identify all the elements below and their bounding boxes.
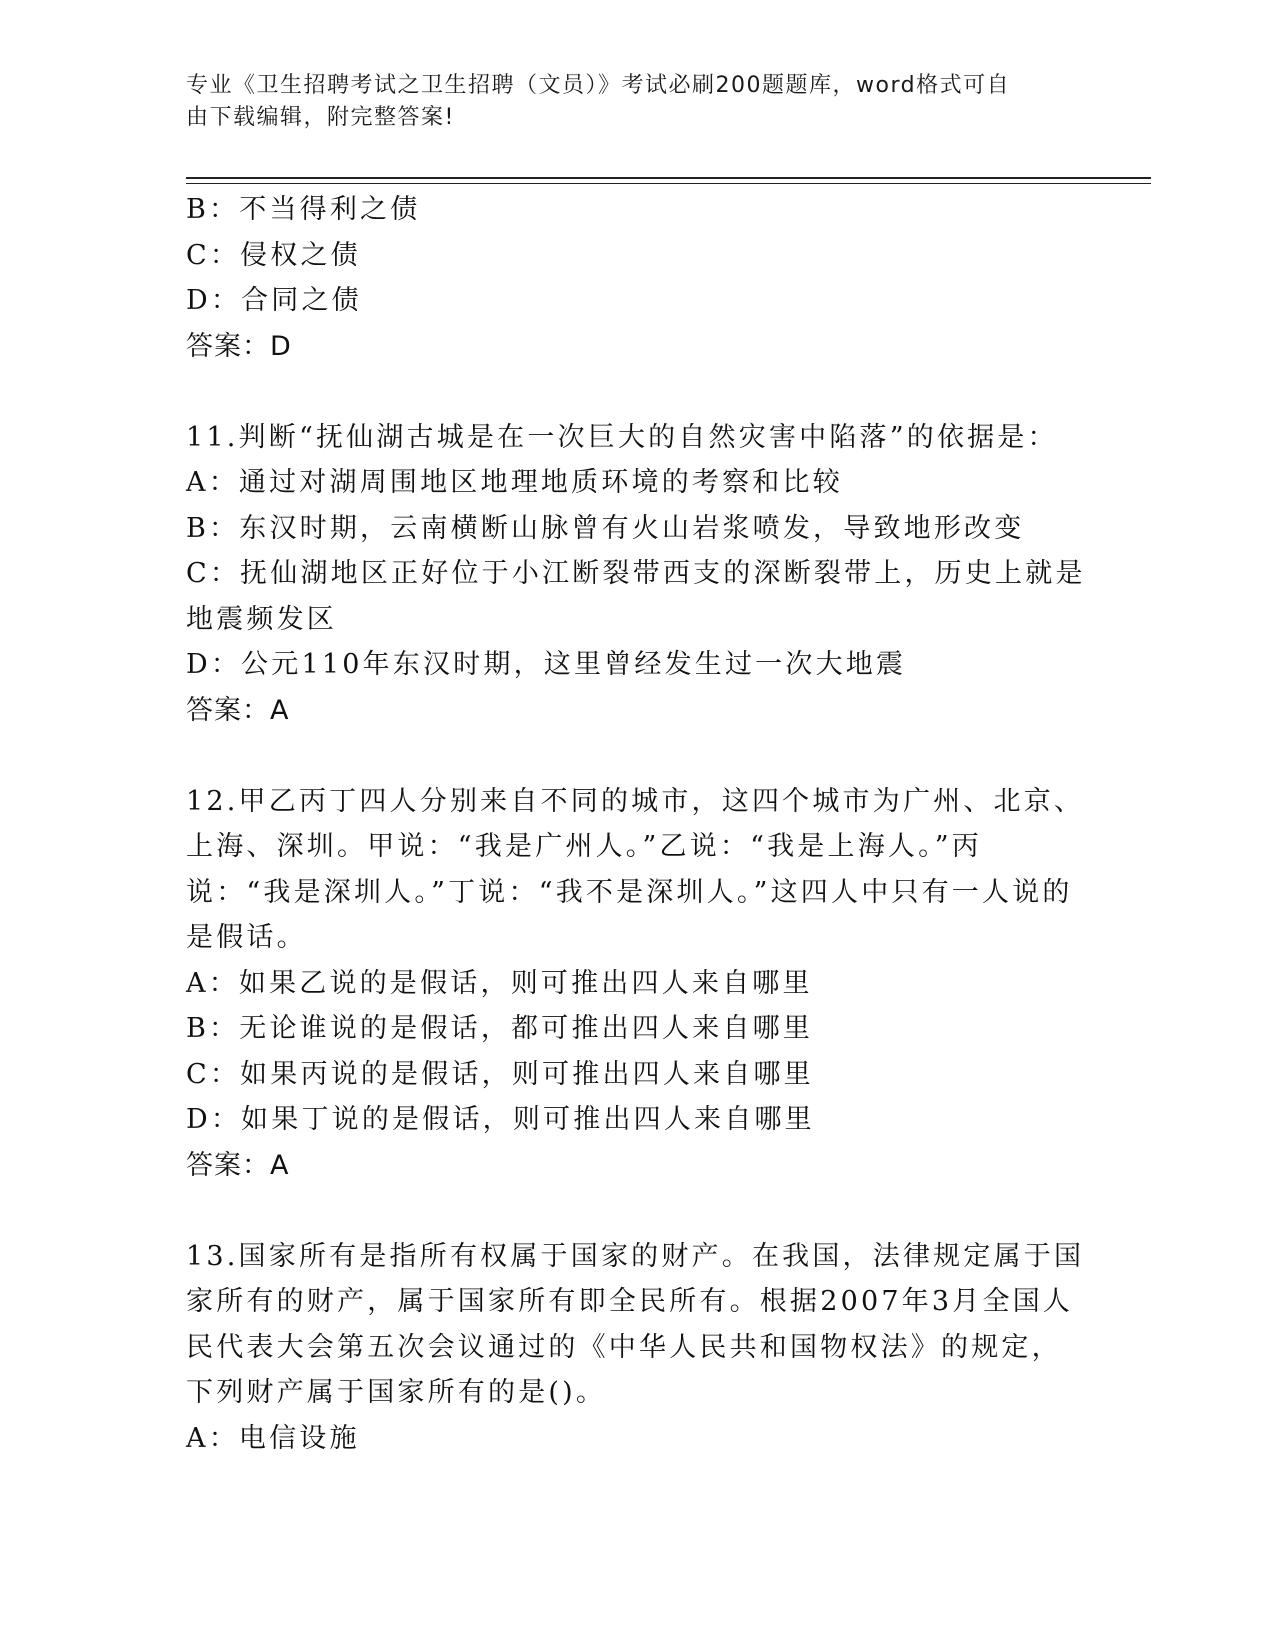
question-10-block bbox=[186, 187, 1086, 369]
q12-option-b: B：无论谁说的是假话，都可推出四人来自哪里 bbox=[186, 1013, 814, 1044]
q11-option-a: A：通过对湖周围地区地理地质环境的考察和比较 bbox=[186, 467, 843, 498]
q10-option-b: B：不当得利之债 bbox=[186, 194, 421, 225]
q11-stem: 11.判断“抚仙湖古城是在一次巨大的自然灾害中陷落”的依据是： bbox=[186, 421, 1058, 453]
q11-option-c: C：抚仙湖地区正好位于小江断裂带西支的深断裂带上，历史上就是地震频发区 bbox=[186, 558, 1086, 635]
question-12-block bbox=[186, 779, 1086, 1189]
header-divider-thin bbox=[186, 183, 1151, 184]
q11-answer: 答案：A bbox=[186, 694, 290, 726]
q12-option-d: D：如果丁说的是假话，则可推出四人来自哪里 bbox=[186, 1104, 815, 1135]
header-divider-thick bbox=[186, 177, 1151, 179]
q12-answer: 答案：A bbox=[186, 1149, 290, 1181]
q10-option-c: C：侵权之债 bbox=[186, 239, 361, 271]
document-header bbox=[186, 70, 1076, 134]
question-11-block bbox=[186, 415, 1086, 734]
q10-option-d: D：合同之债 bbox=[186, 285, 362, 316]
q12-stem: 12.甲乙丙丁四人分别来自不同的城市，这四个城市为广州、北京、上海、深圳。甲说：“我是广州人。”乙说：“我是上海人。”丙说：“我是深圳人。”丁说：“我不是深圳人。”这四人中只有一人说的是假话。 bbox=[186, 785, 1085, 953]
header-title-line-1: 专业《卫生招聘考试之卫生招聘（文员）》考试必刷200题题库，word格式可自 bbox=[186, 73, 1011, 98]
q13-option-a: A：电信设施 bbox=[186, 1422, 360, 1454]
question-13-block bbox=[186, 1234, 1086, 1462]
q10-answer: 答案：D bbox=[186, 330, 292, 362]
header-title-line-2: 由下载编辑，附完整答案! bbox=[186, 105, 455, 130]
q12-option-c: C：如果丙说的是假话，则可推出四人来自哪里 bbox=[186, 1058, 814, 1090]
q13-stem: 13.国家所有是指所有权属于国家的财产。在我国，法律规定属于国家所有的财产，属于国家所有即全民所有。根据2007年3月全国人民代表大会第五次会议通过的《中华人民共和国物权法》的规定，下列财产属于国家所有的是()。 bbox=[186, 1240, 1085, 1408]
question-content bbox=[186, 187, 1086, 1461]
q11-option-b: B：东汉时期，云南横断山脉曾有火山岩浆喷发，导致地形改变 bbox=[186, 512, 1025, 544]
q11-option-d: D：公元110年东汉时期，这里曾经发生过一次大地震 bbox=[186, 649, 907, 680]
q12-option-a: A：如果乙说的是假话，则可推出四人来自哪里 bbox=[186, 967, 813, 999]
